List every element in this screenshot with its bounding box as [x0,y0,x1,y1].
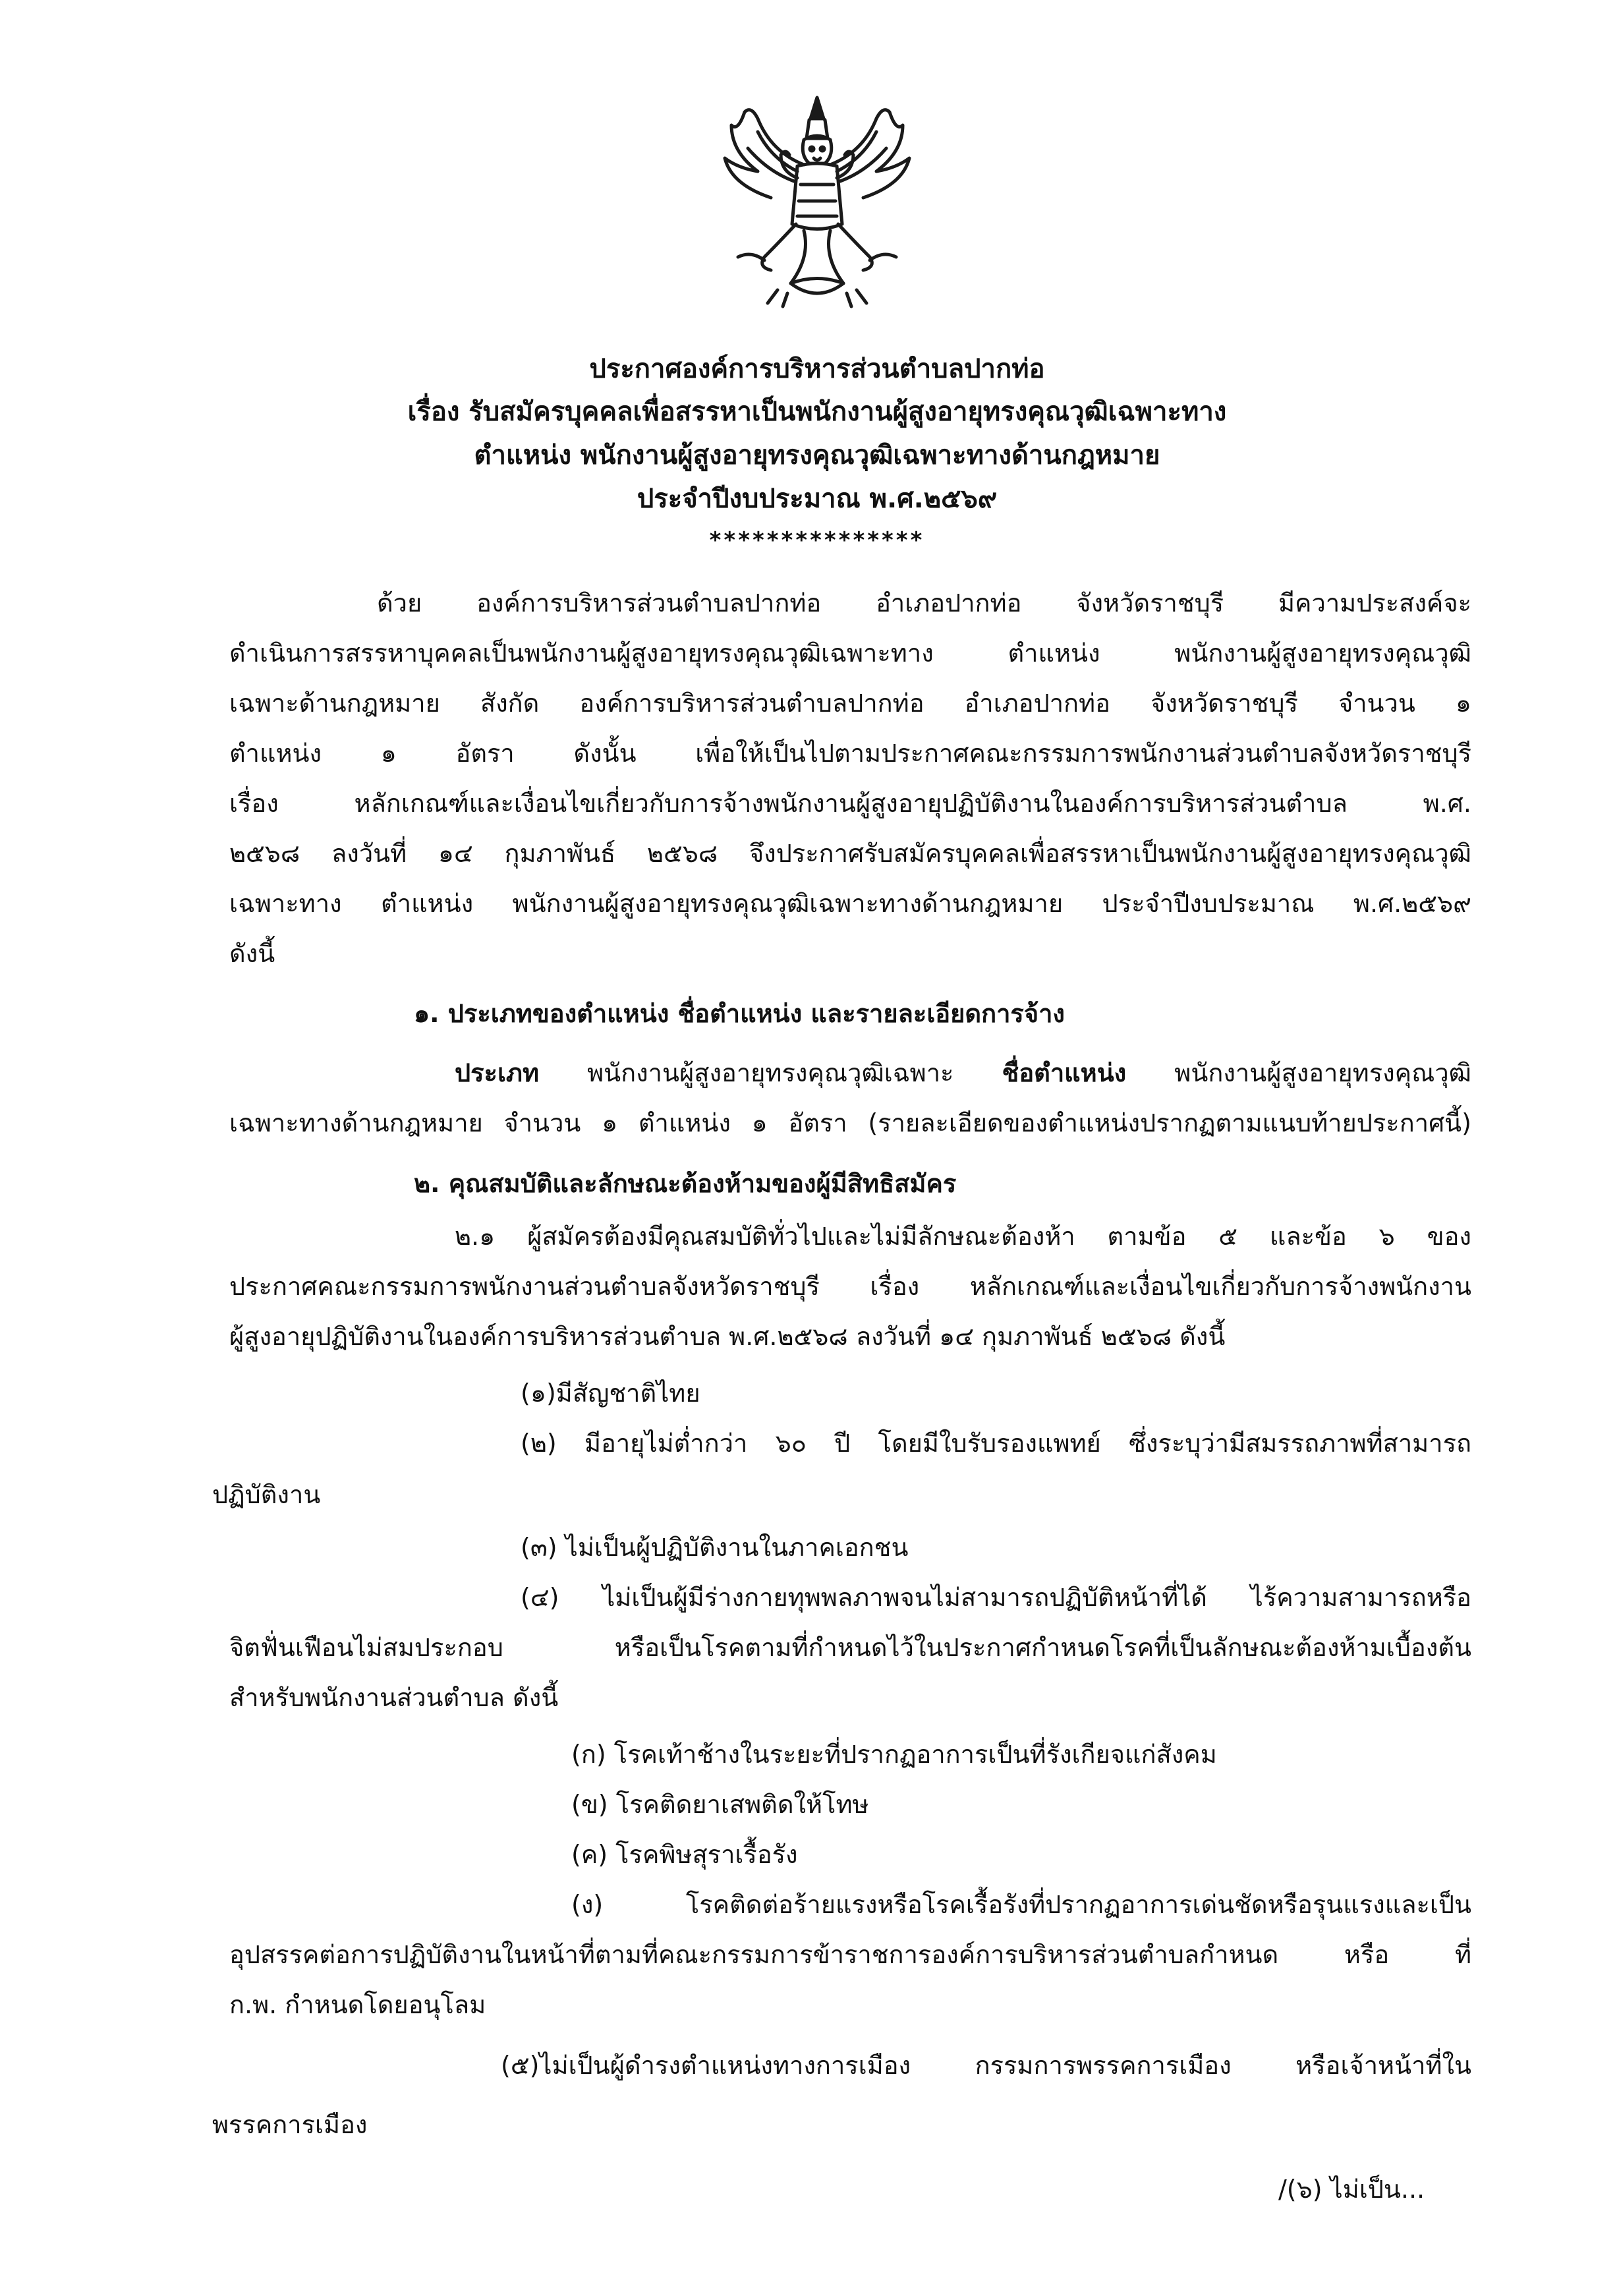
intro-line: เฉพาะด้านกฎหมาย สังกัด องค์การบริหารส่วนตำบลปากท่อ อำเภอปากท่อ จังหวัดราชบุรี จำนวน ๑ [229,689,1471,718]
type-label: ประเภท [455,1058,540,1087]
intro-line: ๒๕๖๘ ลงวันที่ ๑๔ กุมภาพันธ์ ๒๕๖๘ จึงประกาศรับสมัครบุคคลเพื่อสรรหาเป็นพนักงานผู้สูงอายุทรงคุณวุฒิ [229,839,1471,868]
intro-line: ตำแหน่ง ๑ อัตรา ดังนั้น เพื่อให้เป็นไปตามประกาศคณะกรรมการพนักงานส่วนตำบลจังหวัดราชบุรี [229,739,1471,768]
section-1-line [455,1053,1471,1093]
section-2-paragraph-line: ประกาศคณะกรรมการพนักงานส่วนตำบลจังหวัดราชบุรี เรื่อง หลักเกณฑ์และเงื่อนไขเกี่ยวกับการจ้างพนักงาน [229,1272,1471,1301]
qualification-item: จิตฟั่นเฟือนไม่สมประกอบ หรือเป็นโรคตามที่กำหนดไว้ในประกาศกำหนดโรคที่เป็นลักษณะต้องห้ามเบื้องต้น [229,1633,1471,1662]
disease-item: ก.พ. กำหนดโดยอนุโลม [229,1990,486,2019]
intro-line: ด้วย องค์การบริหารส่วนตำบลปากท่อ อำเภอปากท่อ จังหวัดราชบุรี มีความประสงค์จะ [377,588,1471,617]
garuda-emblem-icon [712,92,923,310]
intro-line: เฉพาะทาง ตำแหน่ง พนักงานผู้สูงอายุทรงคุณวุฒิเฉพาะทางด้านกฎหมาย ประจำปีงบประมาณ พ.ศ.๒๕๖๙ [229,889,1471,918]
qualification-item: (๔) ไม่เป็นผู้มีร่างกายทุพพลภาพจนไม่สามารถปฏิบัติหน้าที่ได้ ไร้ความสามารถหรือ [521,1583,1471,1612]
announcement-position: ตำแหน่ง พนักงานผู้สูงอายุทรงคุณวุฒิเฉพาะทางด้านกฎหมาย [474,440,1160,471]
intro-line: ดำเนินการสรรหาบุคคลเป็นพนักงานผู้สูงอายุทรงคุณวุฒิเฉพาะทาง ตำแหน่ง พนักงานผู้สูงอายุทรงคุณวุฒิ [229,639,1471,668]
intro-line: เรื่อง หลักเกณฑ์และเงื่อนไขเกี่ยวกับการจ้างพนักงานผู้สูงอายุปฏิบัติงานในองค์การบริหารส่วนตำบล พ.ศ. [229,789,1471,818]
disease-item: (ง) โรคติดต่อร้ายแรงหรือโรคเรื้อรังที่ปรากฏอาการเด่นชัดหรือรุนแรงและเป็น [571,1890,1471,1919]
qualification-item: ปฏิบัติงาน [212,1480,321,1509]
announcement-title: ประกาศองค์การบริหารส่วนตำบลปากท่อ [589,354,1045,384]
qualification-item: สำหรับพนักงานส่วนตำบล ดังนี้ [229,1683,559,1712]
disease-item: (ข) โรคติดยาเสพติดให้โทษ [571,1790,869,1819]
disease-item: (ค) โรคพิษสุราเรื้อรัง [571,1840,798,1869]
qualification-item: (๕)ไม่เป็นผู้ดำรงตำแหน่งทางการเมือง กรรมการพรรคการเมือง หรือเจ้าหน้าที่ใน [501,2051,1471,2080]
announcement-subject: เรื่อง รับสมัครบุคคลเพื่อสรรหาเป็นพนักงานผู้สูงอายุทรงคุณวุฒิเฉพาะทาง [407,397,1227,427]
continued-note: /(๖) ไม่เป็น... [1278,2175,1425,2204]
qualification-item: (๒) มีอายุไม่ต่ำกว่า ๖๐ ปี โดยมีใบรับรองแพทย์ ซึ่งระบุว่ามีสมรรถภาพที่สามารถ [521,1429,1471,1458]
section-1-line: เฉพาะทางด้านกฎหมาย จำนวน ๑ ตำแหน่ง ๑ อัตรา (รายละเอียดของตำแหน่งปรากฏตามแนบท้ายประกาศนี้) [229,1108,1471,1137]
section-2-paragraph-line: ผู้สูงอายุปฏิบัติงานในองค์การบริหารส่วนตำบล พ.ศ.๒๕๖๘ ลงวันที่ ๑๔ กุมภาพันธ์ ๒๕๖๘ ดังนี้ [229,1322,1226,1351]
qualification-item: (๓) ไม่เป็นผู้ปฏิบัติงานในภาคเอกชน [521,1533,909,1562]
disease-item: อุปสรรคต่อการปฏิบัติงานในหน้าที่ตามที่คณะกรรมการข้าราชการองค์การบริหารส่วนตำบลกำหนด หรือ ที่ [229,1940,1471,1969]
separator: *************** [709,527,925,554]
intro-line: ดังนี้ [229,939,275,968]
section-2-paragraph-line: ๒.๑ ผู้สมัครต้องมีคุณสมบัติทั่วไปและไม่มีลักษณะต้องห้า ตามข้อ ๕ และข้อ ๖ ของ [455,1222,1471,1251]
section-1-heading: ๑. ประเภทของตำแหน่ง ชื่อตำแหน่ง และรายละเอียดการจ้าง [414,999,1065,1028]
type-value: พนักงานผู้สูงอายุทรงคุณวุฒิเฉพาะ [539,1058,1002,1087]
position-name-value: พนักงานผู้สูงอายุทรงคุณวุฒิ [1126,1058,1471,1087]
qualification-item: พรรคการเมือง [212,2110,368,2139]
disease-item: (ก) โรคเท้าช้างในระยะที่ปรากฏอาการเป็นที่รังเกียจแก่สังคม [571,1740,1217,1769]
position-name-label: ชื่อตำแหน่ง [1002,1058,1127,1087]
announcement-fiscal-year: ประจำปีงบประมาณ พ.ศ.๒๕๖๙ [637,484,998,514]
section-2-heading: ๒. คุณสมบัติและลักษณะต้องห้ามของผู้มีสิทธิสมัคร [414,1169,957,1198]
qualification-item: (๑)มีสัญชาติไทย [521,1379,700,1408]
